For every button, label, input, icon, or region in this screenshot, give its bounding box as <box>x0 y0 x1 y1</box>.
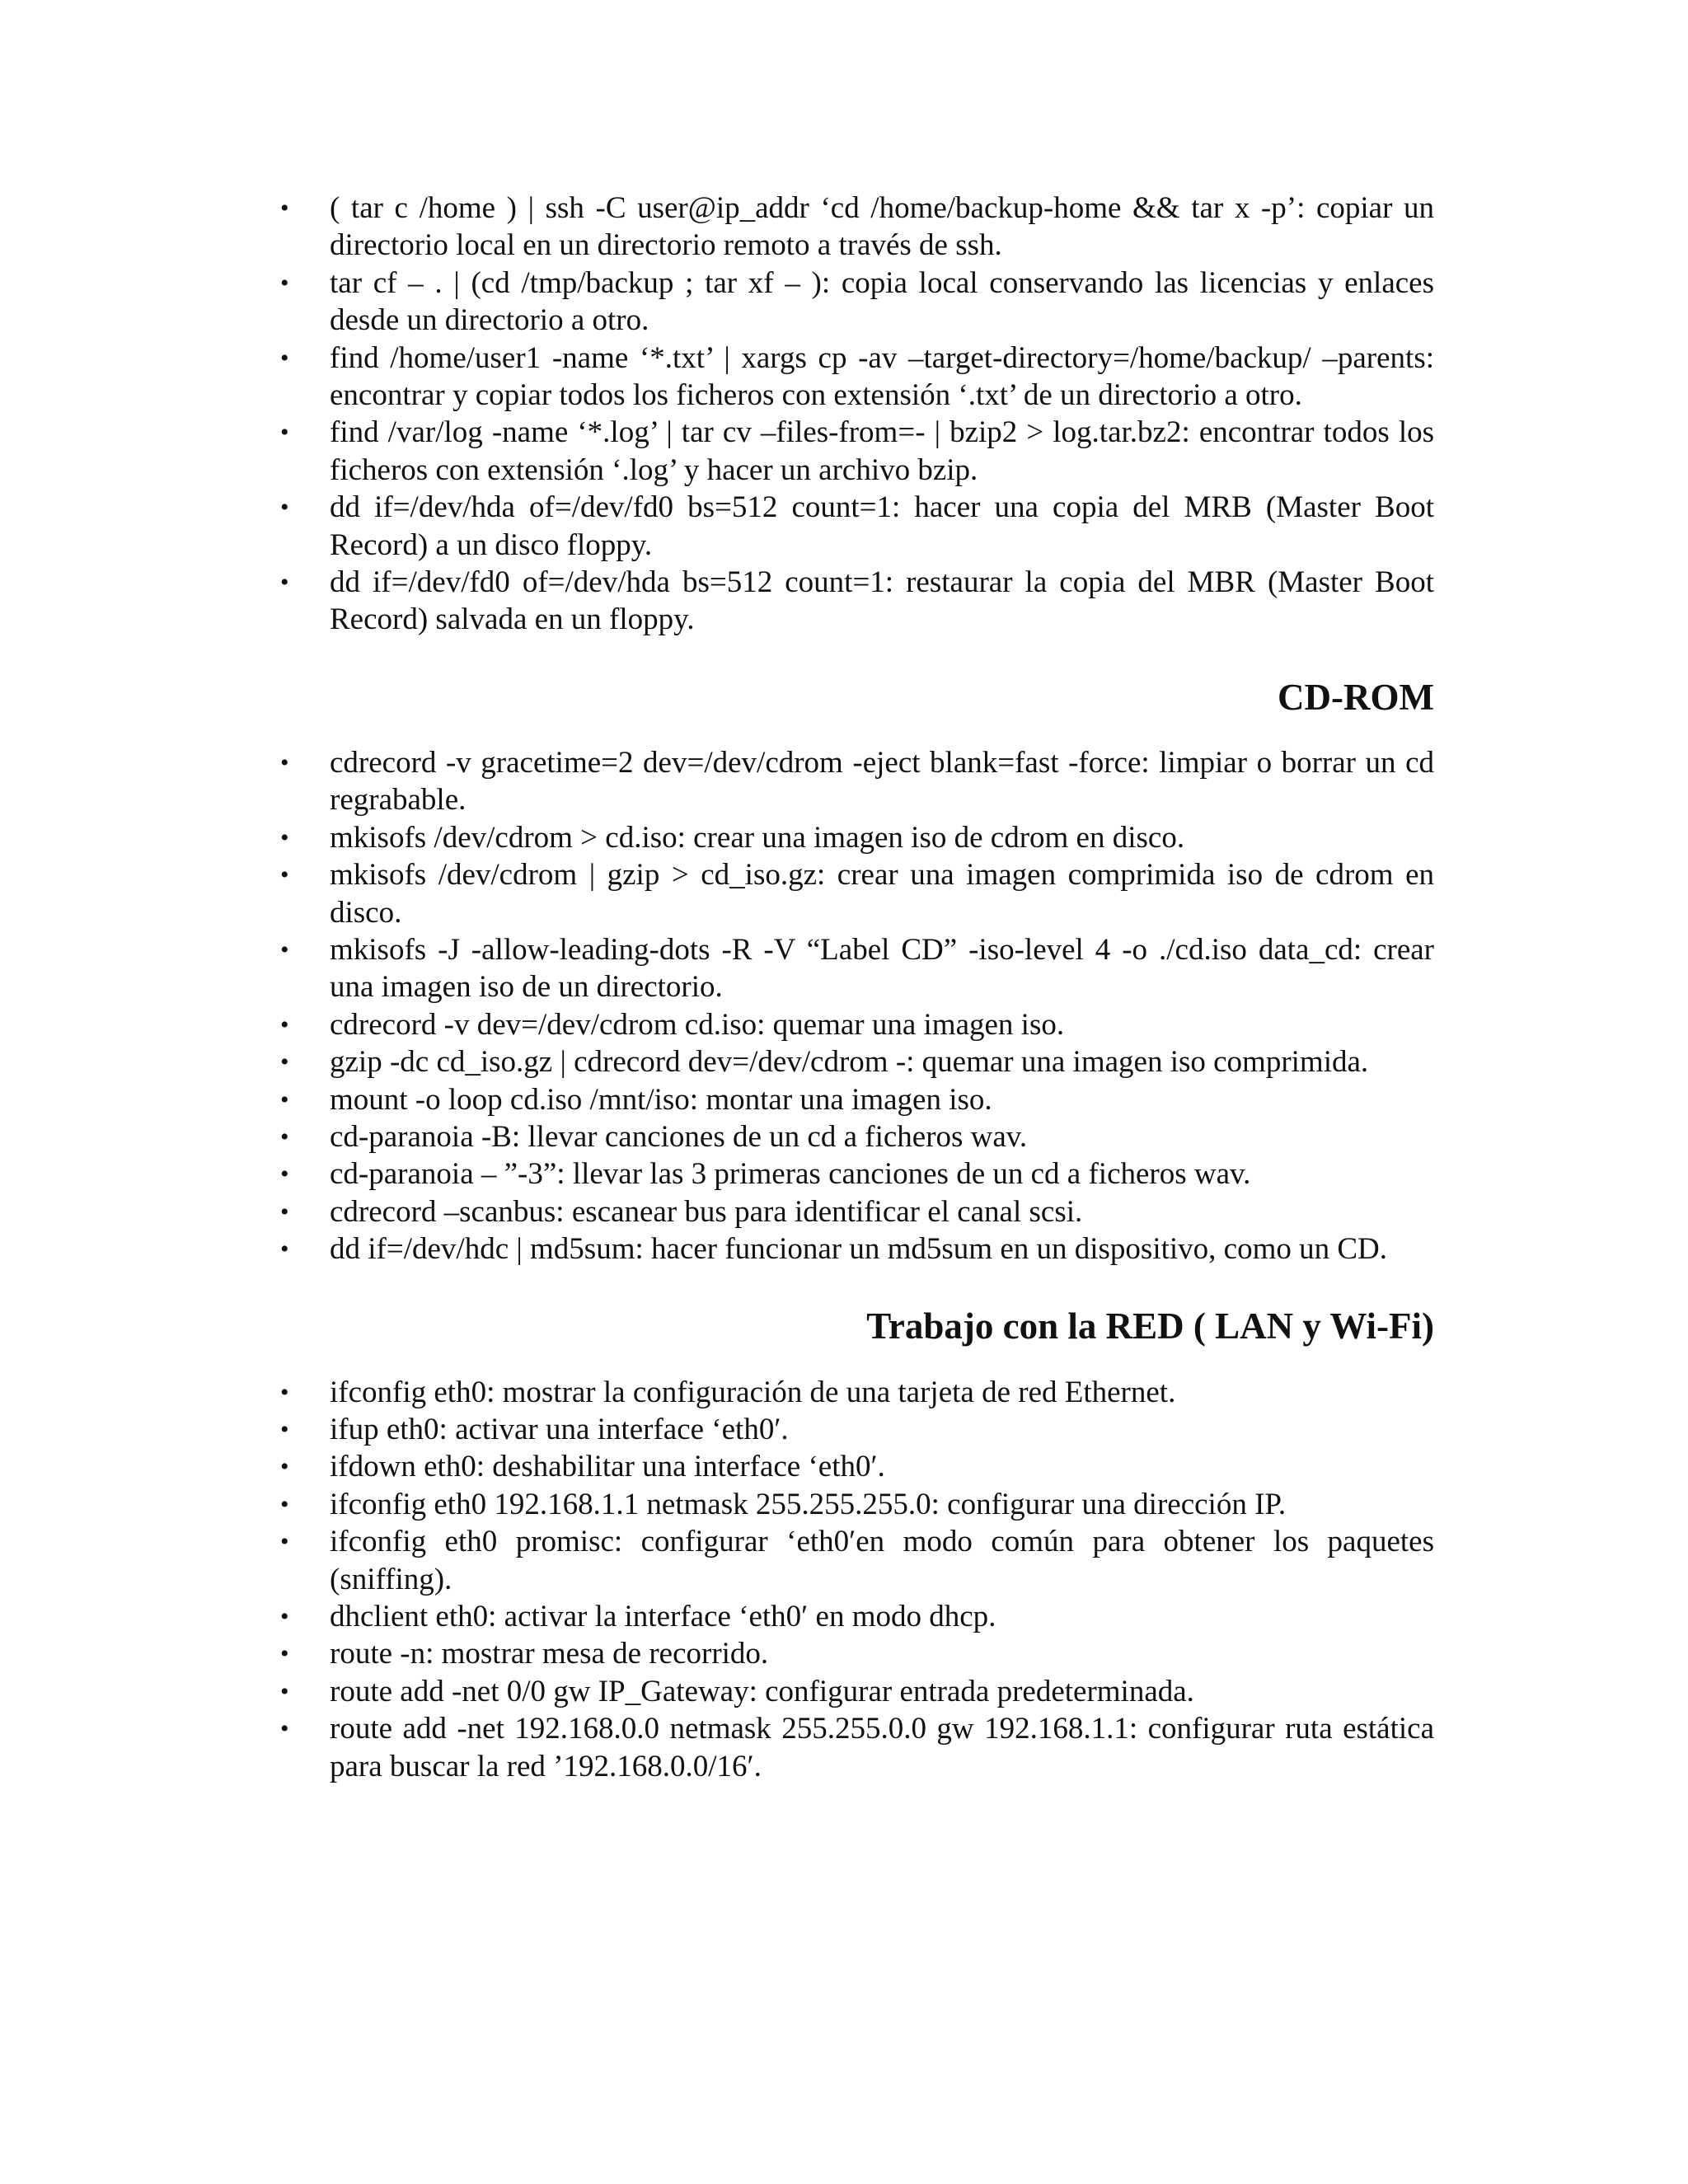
list-item <box>278 1006 1434 1043</box>
bullet-icon: • <box>280 1235 289 1263</box>
bullet-icon: • <box>280 1640 289 1668</box>
bullet-icon: • <box>280 1085 289 1113</box>
list-item <box>278 1081 1434 1118</box>
list-item-text: dd if=/dev/fd0 of=/dev/hda bs=512 count=1: restaurar la copia del MBR (Master Boot Record) salvada en un floppy. <box>330 565 1434 637</box>
list-item <box>278 1230 1434 1268</box>
bullet-icon: • <box>280 1677 289 1705</box>
document-page <box>278 190 1434 1785</box>
list-item-text: ifconfig eth0: mostrar la configuración de una tarjeta de red Ethernet. <box>330 1375 1176 1409</box>
list-item <box>278 190 1434 265</box>
list-item <box>278 1374 1434 1411</box>
list-item-text: cd-paranoia – ”-3”: llevar las 3 primeras canciones de un cd a ficheros wav. <box>330 1157 1251 1192</box>
list-item <box>278 1598 1434 1635</box>
list-item <box>278 1635 1434 1672</box>
bullet-icon: • <box>280 1048 289 1076</box>
bullet-icon: • <box>280 823 289 851</box>
bullet-icon: • <box>280 419 289 447</box>
bullet-icon: • <box>280 1010 289 1038</box>
bullet-icon: • <box>280 1528 289 1556</box>
list-item-text: find /var/log -name ‘*.log’ | tar cv –files-from=- | bzip2 > log.tar.bz2: encontrar todos los ficheros con extensión ‘.log’ y hacer un archivo bzip. <box>330 415 1434 487</box>
bullet-icon: • <box>280 1378 289 1406</box>
list-item-text: ifconfig eth0 promisc: configurar ‘eth0′en modo común para obtener los paquetes (sniffing). <box>330 1525 1434 1596</box>
bullet-icon: • <box>280 569 289 597</box>
list-item-text: cdrecord -v dev=/dev/cdrom cd.iso: quemar una imagen iso. <box>330 1007 1065 1042</box>
list-item <box>278 744 1434 819</box>
list-item <box>278 564 1434 639</box>
list-item-text: cdrecord –scanbus: escanear bus para identificar el canal scsi. <box>330 1194 1083 1229</box>
bullet-icon: • <box>280 344 289 372</box>
list-item <box>278 265 1434 340</box>
list-item <box>278 340 1434 415</box>
bullet-icon: • <box>280 1453 289 1481</box>
list-item <box>278 931 1434 1006</box>
list-item <box>278 1523 1434 1598</box>
list-item <box>278 819 1434 856</box>
bullet-icon: • <box>280 861 289 889</box>
list-item-text: route -n: mostrar mesa de recorrido. <box>330 1637 769 1671</box>
list-item <box>278 1118 1434 1155</box>
list-item-text: ifup eth0: activar una interface ‘eth0′. <box>330 1412 789 1446</box>
list-item-text: cdrecord -v gracetime=2 dev=/dev/cdrom -eject blank=fast -force: limpiar o borrar un cd regrabable. <box>330 745 1434 818</box>
list-item-text: dd if=/dev/hda of=/dev/fd0 bs=512 count=1: hacer una copia del MRB (Master Boot Record) a un disco floppy. <box>330 490 1434 562</box>
bullet-icon: • <box>280 1197 289 1226</box>
list-item <box>278 1155 1434 1193</box>
bullet-icon: • <box>280 494 289 522</box>
bullet-icon: • <box>280 269 289 297</box>
list-item-text: dd if=/dev/hdc | md5sum: hacer funcionar un md5sum en un dispositivo, como un CD. <box>330 1232 1388 1267</box>
list-item <box>278 414 1434 489</box>
list-item-text: cd-paranoia -B: llevar canciones de un cd a ficheros wav. <box>330 1119 1028 1154</box>
bullet-icon: • <box>280 1603 289 1630</box>
list-item-text: mkisofs -J -allow-leading-dots -R -V “Label CD” -iso-level 4 -o ./cd.iso data_cd: crear una imagen iso de un directorio. <box>330 932 1434 1005</box>
cdrom-commands-list <box>278 744 1434 1268</box>
list-item <box>278 856 1434 931</box>
list-item <box>278 1411 1434 1448</box>
bullet-icon: • <box>280 1122 289 1151</box>
bullet-icon: • <box>280 748 289 776</box>
list-item-text: ifdown eth0: deshabilitar una interface ‘eth0′. <box>330 1450 885 1484</box>
list-item-text: find /home/user1 -name ‘*.txt’ | xargs cp -av –target-directory=/home/backup/ –parents: encontrar y copiar todos los ficheros con extensión ‘.txt’ de un directorio a otro. <box>330 340 1434 413</box>
list-item-text: route add -net 0/0 gw IP_Gateway: configurar entrada predeterminada. <box>330 1674 1194 1708</box>
list-item-text: ifconfig eth0 192.168.1.1 netmask 255.255.255.0: configurar una dirección IP. <box>330 1487 1287 1521</box>
list-item-text: mkisofs /dev/cdrom | gzip > cd_iso.gz: crear una imagen comprimida iso de cdrom en disco. <box>330 858 1434 930</box>
list-item-text: route add -net 192.168.0.0 netmask 255.255.0.0 gw 192.168.1.1: configurar ruta estática para buscar la red ’192.168.0.0/16′. <box>330 1712 1434 1783</box>
backup-commands-list <box>278 190 1434 639</box>
bullet-icon: • <box>280 194 289 222</box>
bullet-icon: • <box>280 1490 289 1518</box>
list-item <box>278 1193 1434 1230</box>
bullet-icon: • <box>280 935 289 963</box>
list-item <box>278 1710 1434 1785</box>
network-heading: Trabajo con la RED ( LAN y Wi-Fi) <box>866 1305 1434 1347</box>
list-item-text: tar cf – . | (cd /tmp/backup ; tar xf – ): copia local conservando las licencias y enlaces desde un directorio a otro. <box>330 265 1434 338</box>
network-commands-list <box>278 1374 1434 1785</box>
list-item <box>278 489 1434 564</box>
list-item-text: mount -o loop cd.iso /mnt/iso: montar una imagen iso. <box>330 1082 992 1117</box>
list-item <box>278 1043 1434 1080</box>
list-item <box>278 1673 1434 1710</box>
list-item <box>278 1448 1434 1485</box>
cdrom-heading: CD-ROM <box>1278 676 1434 718</box>
list-item <box>278 1486 1434 1523</box>
list-item-text: ( tar c /home ) | ssh -C user@ip_addr ‘cd /home/backup-home && tar x -p’: copiar un directorio local en un directorio remoto a través de ssh. <box>330 191 1434 263</box>
bullet-icon: • <box>280 1160 289 1188</box>
list-item-text: gzip -dc cd_iso.gz | cdrecord dev=/dev/cdrom -: quemar una imagen iso comprimida. <box>330 1045 1369 1080</box>
list-item-text: mkisofs /dev/cdrom > cd.iso: crear una imagen iso de cdrom en disco. <box>330 820 1185 855</box>
bullet-icon: • <box>280 1415 289 1443</box>
list-item-text: dhclient eth0: activar la interface ‘eth0′ en modo dhcp. <box>330 1600 996 1633</box>
bullet-icon: • <box>280 1715 289 1743</box>
